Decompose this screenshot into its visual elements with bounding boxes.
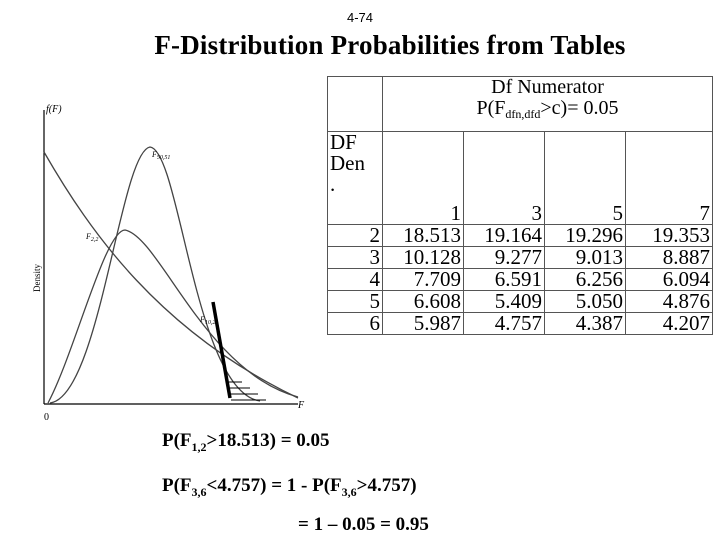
tail-shading xyxy=(228,382,266,400)
table-cell: 5.409 xyxy=(464,291,545,313)
row-den: 4 xyxy=(328,269,383,291)
table-cell: 4.757 xyxy=(464,313,545,335)
curve-label-f2-2-sub: 2,2 xyxy=(90,237,99,243)
table-cell: 9.013 xyxy=(545,247,626,269)
column-header: 5 xyxy=(545,132,626,225)
eq2-sub-1: 3,6 xyxy=(191,484,207,499)
equation-line-2 xyxy=(162,475,417,500)
column-header: 1 xyxy=(383,132,464,225)
table-cell: 8.887 xyxy=(626,247,713,269)
table-cell: 19.296 xyxy=(545,225,626,247)
table-cell: 4.207 xyxy=(626,313,713,335)
table-cell: 7.709 xyxy=(383,269,464,291)
table-row xyxy=(328,313,713,335)
header-prob-prefix: P(F xyxy=(476,97,506,119)
table-cell: 4.876 xyxy=(626,291,713,313)
table-header-line2 xyxy=(385,98,710,125)
table-column-header-row xyxy=(328,132,713,225)
table-row xyxy=(328,291,713,313)
table-row xyxy=(328,269,713,291)
df-den-label-line2: Den xyxy=(330,151,365,175)
column-header: 3 xyxy=(464,132,545,225)
slide-title: F-Distribution Probabilities from Tables xyxy=(154,30,626,60)
table-header-row xyxy=(328,77,713,132)
curve-label-f2-2: $F_{2,2}$ xyxy=(86,232,99,243)
table-cell: 5.050 xyxy=(545,291,626,313)
table-cell: 19.164 xyxy=(464,225,545,247)
table-cell: 6.256 xyxy=(545,269,626,291)
f-table xyxy=(327,76,713,335)
table-cell: 6.591 xyxy=(464,269,545,291)
table-cell: 10.128 xyxy=(383,247,464,269)
eq2-part-b: <4.757) = 1 - P(F xyxy=(206,475,342,496)
header-prob-suffix: >c)= 0.05 xyxy=(540,97,619,119)
df-den-label-line1: DF xyxy=(330,130,357,154)
equation-line-1 xyxy=(162,430,330,455)
slide-number: 4-74 xyxy=(346,10,374,25)
eq1-part-a: P(F xyxy=(162,430,192,451)
curve-label-f50-51: $F_{50,51}$ xyxy=(152,150,171,161)
row-den: 3 xyxy=(328,247,383,269)
row-den: 5 xyxy=(328,291,383,313)
column-header: 7 xyxy=(626,132,713,225)
table-cell: 19.353 xyxy=(626,225,713,247)
y-axis-label: f(F) xyxy=(46,104,62,115)
eq2-part-c: >4.757) xyxy=(356,475,417,496)
table-corner-cell xyxy=(328,77,383,132)
table-cell: 9.277 xyxy=(464,247,545,269)
table-cell: 6.094 xyxy=(626,269,713,291)
curve-label-f10-2: $F_{10,2}$ xyxy=(200,315,216,326)
table-cell: 18.513 xyxy=(383,225,464,247)
df-den-label xyxy=(328,132,383,225)
x-axis-label: F xyxy=(298,400,305,411)
row-den: 6 xyxy=(328,313,383,335)
df-den-label-line3: . xyxy=(330,172,336,196)
table-header-line1: Df Numerator xyxy=(491,76,604,98)
density-label: Density xyxy=(32,264,42,292)
eq2-sub-2: 3,6 xyxy=(341,484,357,499)
table-cell: 5.987 xyxy=(383,313,464,335)
curve-label-f10-2-sub: 10,2 xyxy=(204,320,216,326)
table-cell: 4.387 xyxy=(545,313,626,335)
density-curves-svg xyxy=(30,92,320,432)
table-header-cell xyxy=(383,77,713,132)
table-cell: 6.608 xyxy=(383,291,464,313)
origin-label: 0 xyxy=(44,412,49,423)
table-row xyxy=(328,225,713,247)
row-den: 2 xyxy=(328,225,383,247)
table-row xyxy=(328,247,713,269)
curve-f-50-51 xyxy=(50,147,260,403)
curve-label-f50-51-sub: 50,51 xyxy=(156,155,171,161)
header-prob-sub: dfn,dfd xyxy=(505,107,541,121)
eq1-sub: 1,2 xyxy=(191,439,207,454)
eq2-part-a: P(F xyxy=(162,475,192,496)
f-distribution-graph xyxy=(30,92,320,432)
eq1-part-b: >18.513) = 0.05 xyxy=(206,430,330,451)
equation-line-3: = 1 – 0.05 = 0.95 xyxy=(298,514,429,535)
